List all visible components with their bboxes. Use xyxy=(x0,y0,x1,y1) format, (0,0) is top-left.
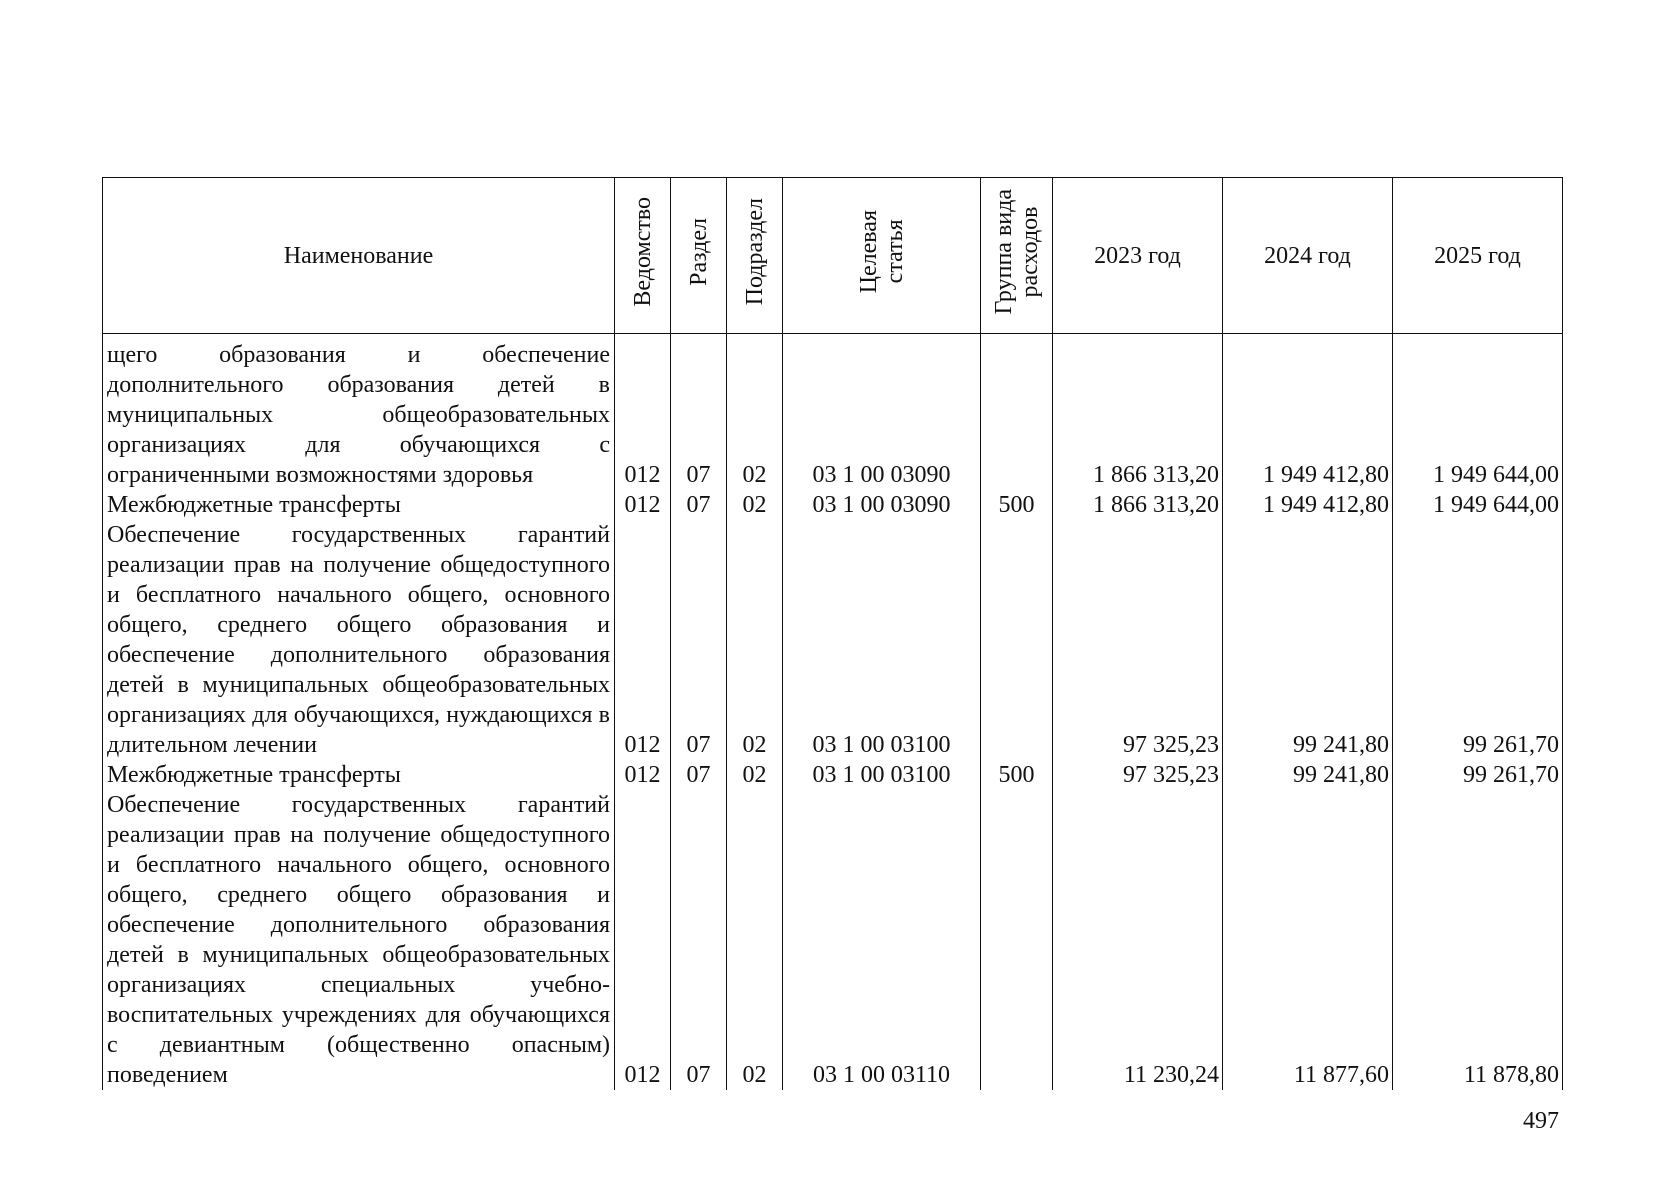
row-amount-2025: 1 949 644,00 xyxy=(1393,334,1563,491)
row-vedomstvo: 012 xyxy=(615,490,671,520)
header-razdel: Раздел xyxy=(671,178,727,334)
row-name: Обеспечение государственных гарантий реализации прав на получение общедоступного и бесплатного начального общего, основного общего, среднего общего образования и обеспечение дополнительного образования детей в муниципальных общеобразовательных организациях специальных учебно-воспитательных учреждениях для обучающихся с девиантным (общественно опасным) поведением xyxy=(103,790,615,1090)
row-razdel: 07 xyxy=(671,790,727,1090)
row-target-article: 03 1 00 03100 xyxy=(783,760,981,790)
row-podrazdel: 02 xyxy=(727,490,783,520)
row-podrazdel: 02 xyxy=(727,334,783,491)
header-year-2025: 2025 год xyxy=(1393,178,1563,334)
row-vedomstvo: 012 xyxy=(615,790,671,1090)
row-amount-2025: 99 261,70 xyxy=(1393,520,1563,760)
header-vedomstvo: Ведомство xyxy=(615,178,671,334)
row-target-article: 03 1 00 03090 xyxy=(783,334,981,491)
row-podrazdel: 02 xyxy=(727,760,783,790)
row-amount-2025: 1 949 644,00 xyxy=(1393,490,1563,520)
row-vedomstvo: 012 xyxy=(615,334,671,491)
header-expense-group: Группа вида расходов xyxy=(981,178,1053,334)
page-number: 497 xyxy=(1523,1108,1559,1134)
header-name: Наименование xyxy=(103,178,615,334)
header-year-2023: 2023 год xyxy=(1053,178,1223,334)
row-expense-group: 500 xyxy=(981,760,1053,790)
header-podrazdel: Подраздел xyxy=(727,178,783,334)
row-name: щего образования и обеспечение дополнительного образования детей в муниципальных общеобразовательных организациях для обучающихся с ограниченными возможностями здоровья xyxy=(103,334,615,491)
row-amount-2024: 99 241,80 xyxy=(1223,520,1393,760)
row-amount-2024: 99 241,80 xyxy=(1223,760,1393,790)
row-name: Межбюджетные трансферты xyxy=(103,760,615,790)
row-razdel: 07 xyxy=(671,490,727,520)
row-amount-2023: 97 325,23 xyxy=(1053,760,1223,790)
row-amount-2025: 11 878,80 xyxy=(1393,790,1563,1090)
row-vedomstvo: 012 xyxy=(615,760,671,790)
row-amount-2024: 1 949 412,80 xyxy=(1223,490,1393,520)
row-podrazdel: 02 xyxy=(727,790,783,1090)
header-target-article: Целевая статья xyxy=(783,178,981,334)
header-year-2024: 2024 год xyxy=(1223,178,1393,334)
row-target-article: 03 1 00 03110 xyxy=(783,790,981,1090)
row-amount-2023: 11 230,24 xyxy=(1053,790,1223,1090)
row-amount-2025: 99 261,70 xyxy=(1393,760,1563,790)
row-vedomstvo: 012 xyxy=(615,520,671,760)
table-row xyxy=(103,520,1563,760)
row-name: Обеспечение государственных гарантий реализации прав на получение общедоступного и бесплатного начального общего, основного общего, среднего общего образования и обеспечение дополнительного образования детей в муниципальных общеобразовательных организациях для обучающихся, нуждающихся в длительном лечении xyxy=(103,520,615,760)
row-target-article: 03 1 00 03090 xyxy=(783,490,981,520)
row-amount-2023: 1 866 313,20 xyxy=(1053,334,1223,491)
row-expense-group: 500 xyxy=(981,490,1053,520)
row-amount-2023: 1 866 313,20 xyxy=(1053,490,1223,520)
row-razdel: 07 xyxy=(671,520,727,760)
row-amount-2023: 97 325,23 xyxy=(1053,520,1223,760)
row-amount-2024: 11 877,60 xyxy=(1223,790,1393,1090)
row-expense-group xyxy=(981,790,1053,1090)
table-row xyxy=(103,490,1563,520)
header-row xyxy=(103,178,1563,334)
row-podrazdel: 02 xyxy=(727,520,783,760)
row-expense-group xyxy=(981,334,1053,491)
table-row xyxy=(103,760,1563,790)
budget-table xyxy=(102,177,1563,1090)
table-row xyxy=(103,790,1563,1090)
row-expense-group xyxy=(981,520,1053,760)
row-razdel: 07 xyxy=(671,760,727,790)
row-razdel: 07 xyxy=(671,334,727,491)
row-name: Межбюджетные трансферты xyxy=(103,490,615,520)
row-target-article: 03 1 00 03100 xyxy=(783,520,981,760)
table-row xyxy=(103,334,1563,491)
row-amount-2024: 1 949 412,80 xyxy=(1223,334,1393,491)
